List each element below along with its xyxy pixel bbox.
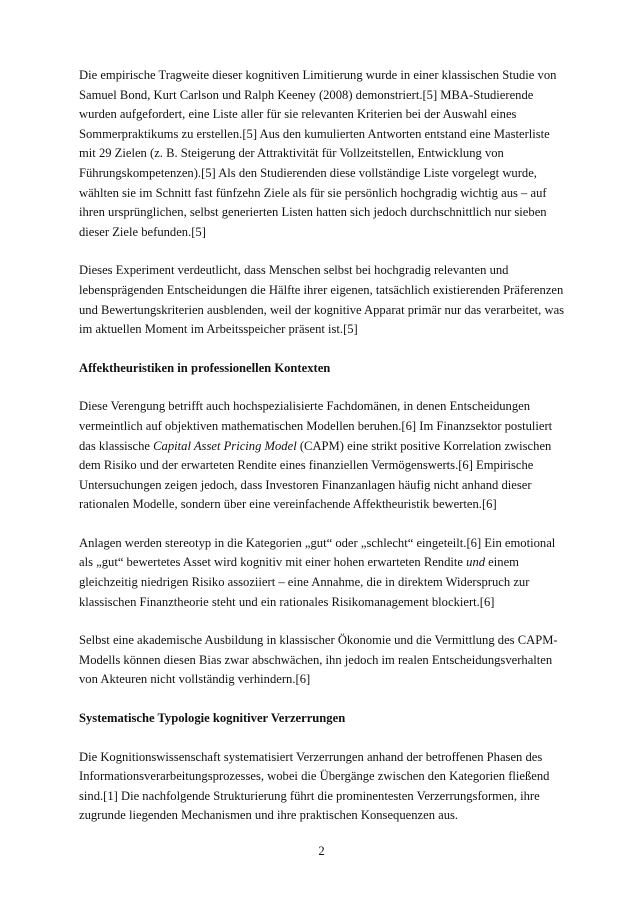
text-span: Diese Verengung betrifft auch hochspezialisierte Fachdomänen, in denen Entscheidungen vermeintlich auf objektiven mathematischen Modellen beruhen.[6] Im Finanzsektor postuliert das klassische <box>79 399 553 453</box>
paragraph-experiment-conclusion: Dieses Experiment verdeutlicht, dass Menschen selbst bei hochgradig relevanten und lebensprägenden Entscheidungen die Hälfte ihrer eigenen, tatsächlich existierenden Präferenzen und Bewertungskriterien ausblenden, weil der kognitive Apparat primär nur das verarbeitet, was im aktuellen Moment im Arbeitsspeicher präsent ist.[5] <box>79 263 565 337</box>
paragraph-cognitive-science: Die Kognitionswissenschaft systematisiert Verzerrungen anhand der betroffenen Phasen des Informationsverarbeitungsprozesses, wobei die Übergänge zwischen den Kategorien fließend sind.[1] Die nachfolgende Strukturierung führt die prominentesten Verzerrungsformen, ihre zugrunde liegenden Mechanismen und ihre praktischen Konsequenzen aus. <box>79 749 550 823</box>
section-heading-affect-heuristics: Affektheuristiken in professionellen Kontexten <box>79 360 331 375</box>
paragraph-capm <box>79 397 565 515</box>
text-span: Anlagen werden stereotyp in die Kategorien „gut“ oder „schlecht“ eingeteilt.[6] Ein emotional als „gut“ bewertetes Asset wird kognitiv mit einer hohen erwarteten Rendite <box>79 535 556 570</box>
paragraph-good-bad-categories <box>79 534 565 612</box>
page-number: 2 <box>318 844 325 858</box>
italic-word-und: und <box>466 555 486 570</box>
paragraph-academic-training: Selbst eine akademische Ausbildung in klassischer Ökonomie und die Vermittlung des CAPM-Modells können diesen Bias zwar abschwächen, ihn jedoch im realen Entscheidungsverhalten von Akteuren nicht vollständig verhindern.[6] <box>79 633 558 687</box>
paragraph-bond-carlson-keeney-study: Die empirische Tragweite dieser kognitiven Limitierung wurde in einer klassischen Studie von Samuel Bond, Kurt Carlson und Ralph Keeney (2008) demonstriert.[5] MBA-Studierende wurden aufgefordert, eine Liste aller für sie relevanten Kriterien bei der Auswahl eines Sommerpraktikums zu erstellen.[5] Aus den kumulierten Antworten entstand eine Masterliste mit 29 Zielen (z. B. Steigerung der Attraktivität für Vollzeitstellen, Entwicklung von Führungskompetenzen).[5] Als den Studierenden diese vollständige Liste vorgelegt wurde, wählten sie im Schnitt fast fünfzehn Ziele als für sie persönlich hochgradig wichtig aus – auf ihren ursprünglichen, selbst generierten Listen hatten sich jedoch durchschnittlich nur sieben dieser Ziele befunden.[5] <box>79 68 557 239</box>
page-body <box>79 66 565 845</box>
text-span: (CAPM) eine strikt positive Korrelation zwischen dem Risiko und der erwarteten Rendite eines finanziellen Vermögenswerts.[6] Empirische Untersuchungen zeigen jedoch, dass Investoren Finanzanlagen häufig nicht anhand dieser rationalen Modelle, sondern über eine vereinfachende Affektheuristik bewerten.[6] <box>79 438 552 512</box>
text-span: einem gleichzeitig niedrigen Risiko assoziiert – eine Annahme, die in direktem Widerspruch zur klassischen Finanztheorie steht und ein rationales Risikomanagement blockiert.[6] <box>79 555 530 609</box>
section-heading-typology: Systematische Typologie kognitiver Verzerrungen <box>79 711 346 726</box>
italic-term-capm: Capital Asset Pricing Model <box>153 438 297 453</box>
